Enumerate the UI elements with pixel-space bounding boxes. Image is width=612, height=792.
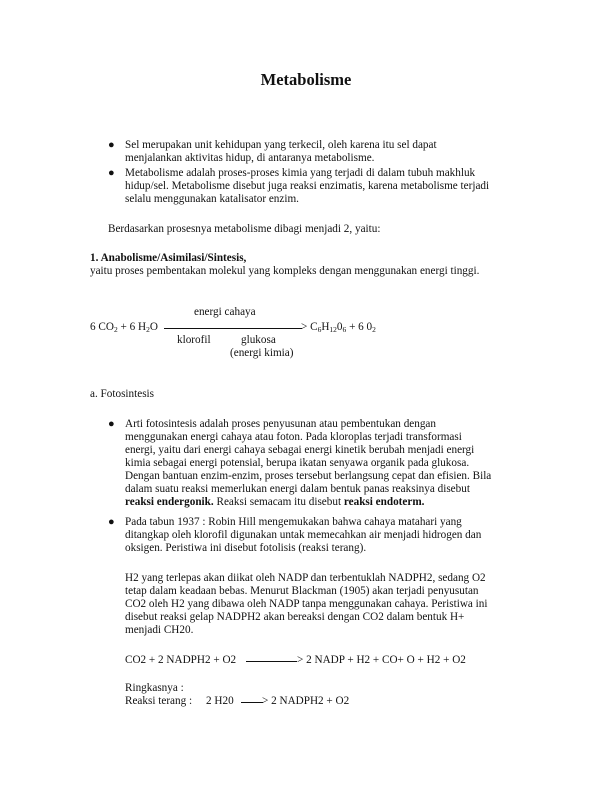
equation-rhs: > $C_6H_{12}0_6 + 6$ $0_2$ <box>301 321 376 334</box>
bullet-dot-icon: ● <box>108 418 115 430</box>
summary-label: Ringkasnya : <box>125 682 184 694</box>
fotosintesis-bullet-1 <box>108 418 505 509</box>
text-line: menggunakan energi cahaya atau foton. Pada kloroplas terjadi transformasi <box>125 431 462 443</box>
equation-above-arrow: energi cahaya <box>194 306 256 318</box>
text-line: energi, yaitu dari energi cahaya sebagai energi kinetik berubah menjadi energi <box>125 444 475 456</box>
text-line: hidup/sel. Metabolisme disebut juga reaksi enzimatis, karena metabolisme terjadi <box>125 180 490 192</box>
section-heading: 1. Anabolisme/Asimilasi/Sintesis, <box>90 252 247 264</box>
page-title: Metabolisme <box>260 70 352 89</box>
section-description: yaitu proses pembentakan molekul yang kompleks dengan menggunakan energi tinggi. <box>90 265 480 277</box>
light-reaction-rhs: > 2 NADPH2 + O2 <box>262 695 350 707</box>
text-line: kimia sebagai energi potensial, berupa ikatan senyawa organik pada glukosa. <box>125 457 470 469</box>
text-line: oksigen. Peristiwa ini disebut fotolisis (reaksi terang). <box>125 542 367 554</box>
reaction-arrow-line <box>164 328 302 329</box>
light-reaction-label: Reaksi terang : <box>125 695 193 707</box>
equation2-rhs: > 2 NADP + H2 + CO+ O + H2 + O2 <box>297 654 466 666</box>
text-line: selalu menggunakan katalisator enzim. <box>125 193 299 205</box>
light-reaction-lhs: 2 H20 <box>206 695 234 707</box>
equation2-lhs: CO2 + 2 NADPH2 + O2 <box>125 654 237 666</box>
bullet-dot-icon: ● <box>108 139 115 151</box>
reaction-arrow-line <box>241 702 263 703</box>
text-line: ditangkap oleh klorofil digunakan untak memecahkan air menjadi hidrogen dan <box>125 529 482 541</box>
text-line: Arti fotosintesis adalah proses penyusunan atau pembentukan dengan <box>125 418 436 430</box>
division-text: Berdasarkan prosesnya metabolisme dibagi menjadi 2, yaitu: <box>108 223 381 235</box>
equation-below-second: (energi kimia) <box>230 347 294 359</box>
text-line: Sel merupakan unit kehidupan yang terkecil, oleh karena itu sel dapat <box>125 139 437 151</box>
text-line: tetap dalam keadaan bebas. Menurut Blackman (1905) akan terjadi penyusutan <box>125 585 479 597</box>
bullet-dot-icon: ● <box>108 516 115 528</box>
text-line: dalam suatu reaksi memerlukan energi dalam bentuk panas reaksinya disebut <box>125 483 470 495</box>
intro-bullet-2 <box>108 167 505 206</box>
text-line: Dengan bantuan enzim-enzim, proses tersebut berlangsung cepat dan efisien. Bila <box>125 470 492 482</box>
h2-paragraph <box>125 572 505 637</box>
intro-bullet-1 <box>108 139 505 165</box>
text-line: Pada tabun 1937 : Robin Hill mengemukakan bahwa cahaya matahari yang <box>125 516 462 528</box>
subsection-heading: a. Fotosintesis <box>90 388 155 400</box>
text-line: CO2 oleh H2 yang dibawa oleh NADP tanpa menggunakan cahaya. Peristiwa ini <box>125 598 488 610</box>
fotosintesis-bullet-2 <box>108 516 505 555</box>
text-line: menjalankan aktivitas hidup, di antaranya metabolisme. <box>125 152 375 164</box>
reaction-arrow-line <box>246 661 297 662</box>
equation-below-right: glukosa <box>241 334 276 346</box>
text-line: Metabolisme adalah proses-proses kimia yang terjadi di dalam tubuh makhluk <box>125 167 476 179</box>
equation-below-left: klorofil <box>177 334 211 346</box>
text-line: reaksi endergonik. Reaksi semacam itu disebut reaksi endoterm. <box>125 496 425 508</box>
text-line: disebut reaksi gelap NADPH2 akan bereaksi dengan CO2 dalam bentuk H+ <box>125 611 465 623</box>
text-line: H2 yang terlepas akan diikat oleh NADP dan terbentuklah NADPH2, sedang O2 <box>125 572 486 584</box>
equation-lhs: 6 $CO_2 + 6$ $H_2O$ <box>90 321 158 334</box>
text-line: menjadi CH20. <box>125 624 194 636</box>
bullet-dot-icon: ● <box>108 167 115 179</box>
